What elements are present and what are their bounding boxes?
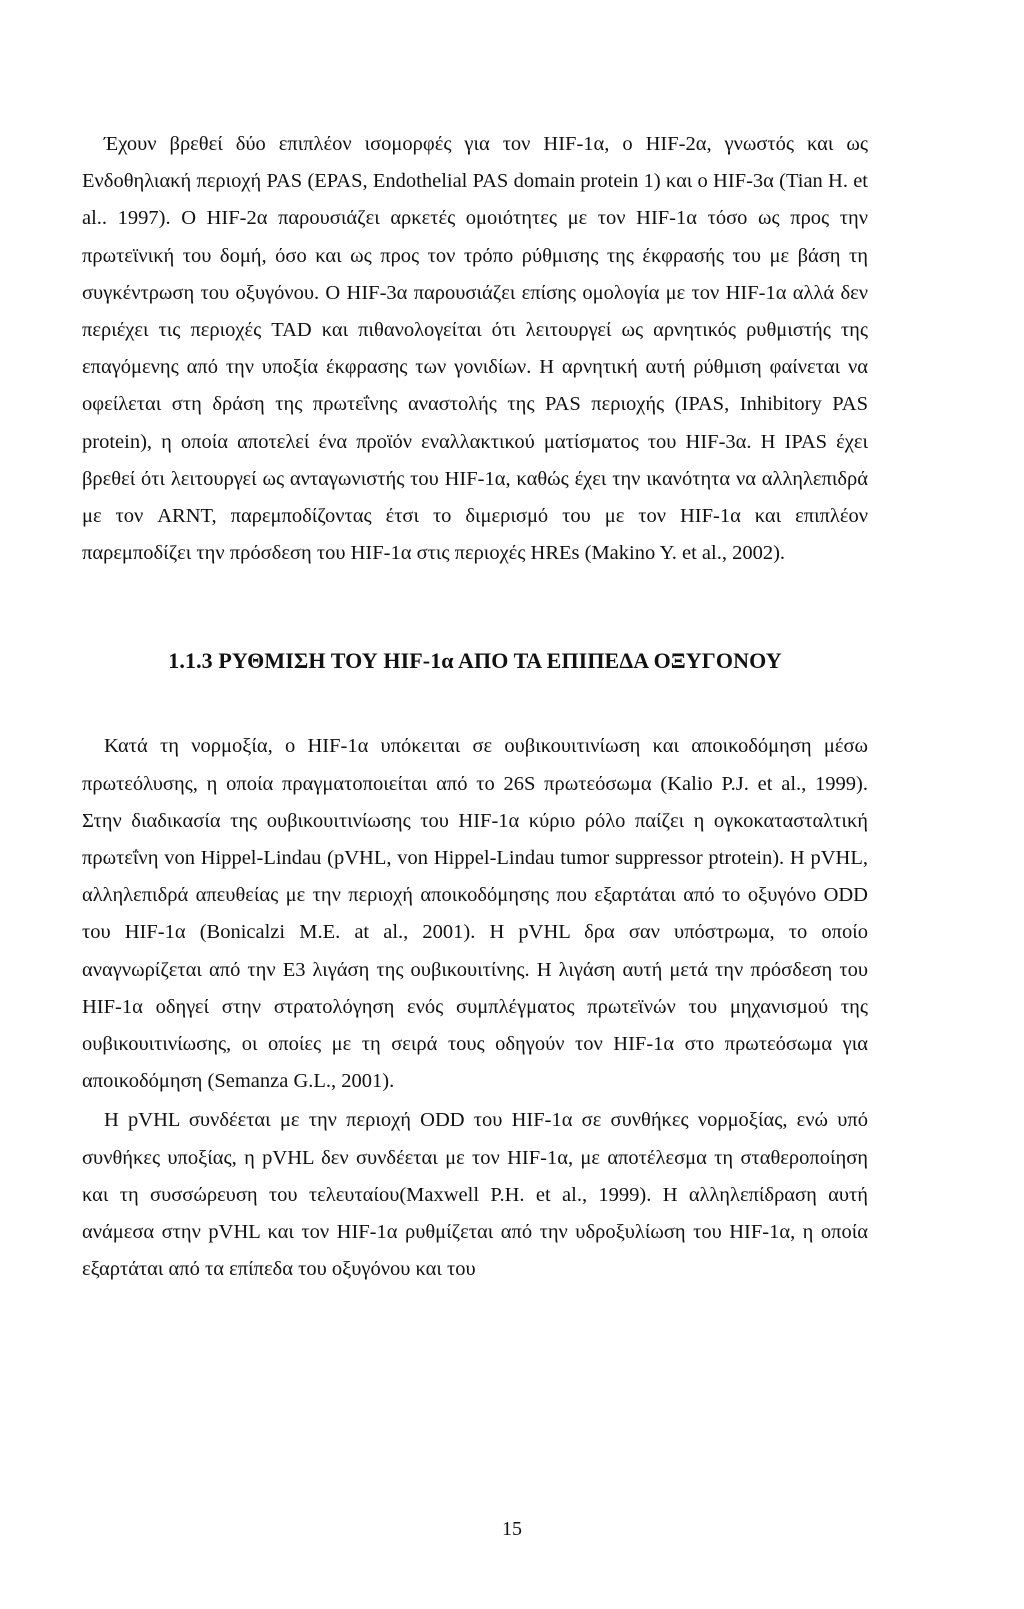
section-heading: 1.1.3 ΡΥΘΜΙΣΗ ΤΟΥ HIF-1α ΑΠΟ ΤΑ ΕΠΙΠΕΔΑ ΟΞΥΓΟΝΟΥ: [168, 648, 782, 674]
paragraph-normoxia: Κατά τη νορμοξία, ο HIF-1α υπόκειται σε ουβικουιτινίωση και αποικοδόμηση μέσω πρωτεόλυσης, η οποία πραγματοποιείται από το 26S πρωτεόσωμα (Kalio P.J. et al., 1999). Στην διαδικασία της ουβικουιτινίωσης του HIF-1α κύριο ρόλο παίζει η ογκοκατασταλτική πρωτεΐνη von Hippel-Lindau (pVHL, von Hippel-Lindau tumor suppressor ptrotein). Η pVHL, αλληλεπιδρά απευθείας με την περιοχή αποικοδόμησης που εξαρτάται από το οξυγόνο ODD του HIF-1α (Bonicalzi M.E. at al., 2001). Η pVHL δρα σαν υπόστρωμα, το οποίο αναγνωρίζεται από την E3 λιγάση της ουβικουιτίνης. Η λιγάση αυτή μετά την πρόσδεση του HIF-1α οδηγεί στην στρατολόγηση ενός συμπλέγματος πρωτεϊνών του μηχανισμού της ουβικουιτινίωσης, οι οποίες με τη σειρά τους οδηγούν τον HIF-1α στο πρωτεόσωμα για αποικοδόμηση (Semanza G.L., 2001).: [82, 735, 868, 1093]
page-number: 15: [502, 1518, 522, 1540]
paragraph-pvhl-binding: Η pVHL συνδέεται με την περιοχή ODD του HIF-1α σε συνθήκες νορμοξίας, ενώ υπό συνθήκες υποξίας, η pVHL δεν συνδέεται με τον HIF-1α, με αποτέλεσμα τη σταθεροποίηση και τη συσσώρευση του τελευταίου(Maxwell P.H. et al., 1999). Η αλληλεπίδραση αυτή ανάμεσα στην pVHL και τον HIF-1α ρυθμίζεται από την υδροξυλίωση του HIF-1α, η οποία εξαρτάται από τα επίπεδα του οξυγόνου και του: [82, 1109, 868, 1281]
paragraph-isoforms: Έχουν βρεθεί δύο επιπλέον ισομορφές για τον HIF-1α, ο HIF-2α, γνωστός και ως Ενδοθηλιακή περιοχή PAS (EPAS, Endothelial PAS domain protein 1) και ο HIF-3α (Tian H. et al.. 1997). Ο HIF-2α παρουσιάζει αρκετές ομοιότητες με τον HIF-1α τόσο ως προς την πρωτεϊνική του δομή, όσο και ως προς τον τρόπο ρύθμισης της έκφρασής του με βάση τη συγκέντρωση του οξυγόνου. Ο HIF-3α παρουσιάζει επίσης ομολογία με τον HIF-1α αλλά δεν περιέχει τις περιοχές TAD και πιθανολογείται ότι λειτουργεί ως αρνητικός ρυθμιστής της επαγόμενης από την υποξία έκφρασης των γονιδίων. Η αρνητική αυτή ρύθμιση φαίνεται να οφείλεται στη δράση της πρωτεΐνης αναστολής της PAS περιοχής (IPAS, Inhibitory PAS protein), η οποία αποτελεί ένα προϊόν εναλλακτικού ματίσματος του HIF-3α. Η IPAS έχει βρεθεί ότι λειτουργεί ως ανταγωνιστής του HIF-1α, καθώς έχει την ικανότητα να αλληλεπιδρά με τον ARNT, παρεμποδίζοντας έτσι το διμερισμό του με τον HIF-1α και επιπλέον παρεμποδίζει την πρόσδεση του HIF-1α στις περιοχές HREs (Makino Y. et al., 2002).: [82, 133, 868, 565]
document-body: [82, 126, 868, 1288]
